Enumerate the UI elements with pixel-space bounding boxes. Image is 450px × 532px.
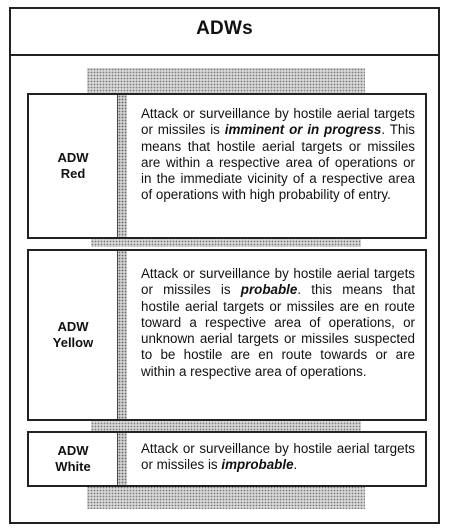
adw-white-label-line2: White (55, 459, 91, 474)
adw-red-label-line2: Red (60, 166, 86, 181)
adw-white-label-line1: ADW (57, 443, 89, 458)
adw-white-text-end: . (293, 457, 298, 473)
adw-yellow-text: Attack or surveillance by hostile aerial targets or missiles is (141, 266, 415, 298)
adw-white-description (127, 433, 425, 485)
page-title: ADWs (196, 18, 253, 39)
adw-yellow-panel (27, 249, 427, 421)
stipple-shading-top (87, 68, 365, 94)
adw-white-label (29, 433, 117, 485)
adw-yellow-text-end: . this means that hostile aerial targets or missiles are en route toward a respective area of operations, or unknown aerial targets or missiles suspected to be hostile are en route towards or are within a respective area of operations. (141, 282, 415, 379)
shaded-divider (117, 433, 127, 485)
adw-white-text: Attack or surveillance by hostile aerial targets or missiles is (141, 441, 415, 473)
adw-yellow-emphasis: probable (240, 282, 298, 298)
adw-red-emphasis: imminent or in progress (224, 122, 382, 138)
adw-red-description (127, 95, 425, 237)
adw-yellow-description (127, 251, 425, 419)
title-divider (11, 54, 438, 56)
shaded-divider (117, 251, 127, 419)
adw-yellow-label-line1: ADW (57, 319, 89, 334)
adw-white-panel (27, 431, 427, 487)
shaded-divider (117, 95, 127, 237)
adw-red-label (29, 95, 117, 237)
adw-yellow-label-line2: Yellow (52, 335, 94, 350)
adw-red-text-end: . This means that hostile aerial targets or missiles are within a respective area of operations or in the immediate vicinity of a respective area of operations with high probability of entry. (141, 122, 415, 203)
adw-red-panel (27, 93, 427, 239)
adw-red-text: Attack or surveillance by hostile aerial targets or missiles is (141, 106, 415, 138)
adw-yellow-label (29, 251, 117, 419)
adw-figure (9, 7, 440, 524)
adw-red-label-line1: ADW (57, 150, 89, 165)
adw-white-emphasis: improbable (221, 457, 294, 473)
